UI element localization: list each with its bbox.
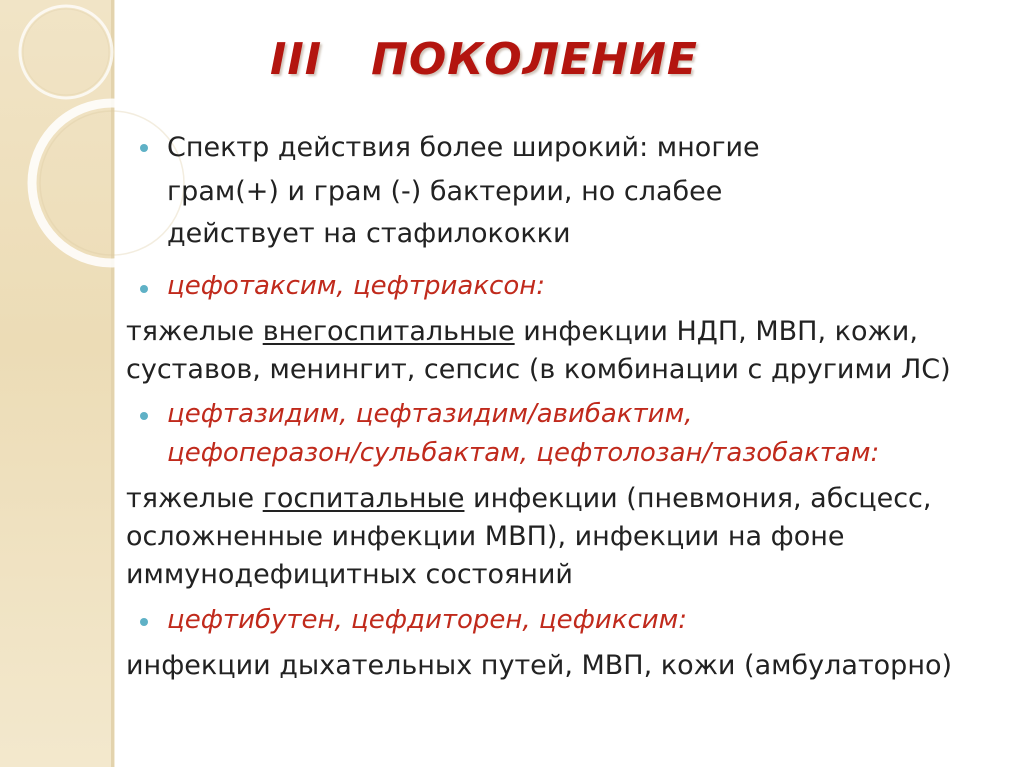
indication-1-line-1 — [126, 314, 918, 350]
spectrum-line-3: действует на стафилококки — [167, 218, 571, 249]
bullet-dot — [140, 285, 148, 293]
drug-group-2-line-2: цефоперазон/сульбактам, цефтолозан/тазобактам: — [167, 438, 880, 468]
bullet-dot — [140, 412, 148, 420]
spectrum-line-2: грам(+) и грам (-) бактерии, но слабее — [167, 176, 723, 207]
indication-2-line-1 — [126, 481, 931, 517]
drug-group-1: цефотаксим, цефтриаксон: — [167, 271, 546, 301]
bullet-dot — [140, 618, 148, 626]
indication-3-line-1: инфекции дыхательных путей, МВП, кожи (амбулаторно) — [126, 650, 953, 681]
bullet-dot — [140, 144, 148, 152]
indication-2-line-2: осложненные инфекции МВП), инфекции на фоне — [126, 521, 845, 552]
indication-2-prefix: тяжелые — [126, 483, 263, 514]
indication-1-rest: инфекции НДП, МВП, кожи, — [514, 316, 918, 347]
indication-2-rest: инфекции (пневмония, абсцесс, — [464, 483, 932, 514]
indication-2-line-3: иммунодефицитных состояний — [126, 559, 573, 590]
spectrum-line-1: Спектр действия более широкий: многие — [167, 132, 760, 163]
slide-title: III ПОКОЛЕНИЕ — [270, 34, 698, 85]
indication-1-line-2: суставов, менингит, сепсис (в комбинации с другими ЛС) — [126, 354, 951, 385]
indication-2-underlined: госпитальные — [262, 483, 465, 514]
indication-1-prefix: тяжелые — [126, 316, 263, 347]
indication-1-underlined: внегоспитальные — [262, 316, 515, 347]
drug-group-3: цефтибутен, цефдиторен, цефиксим: — [167, 605, 688, 635]
drug-group-2-line-1: цефтазидим, цефтазидим/авибактим, — [167, 399, 693, 429]
